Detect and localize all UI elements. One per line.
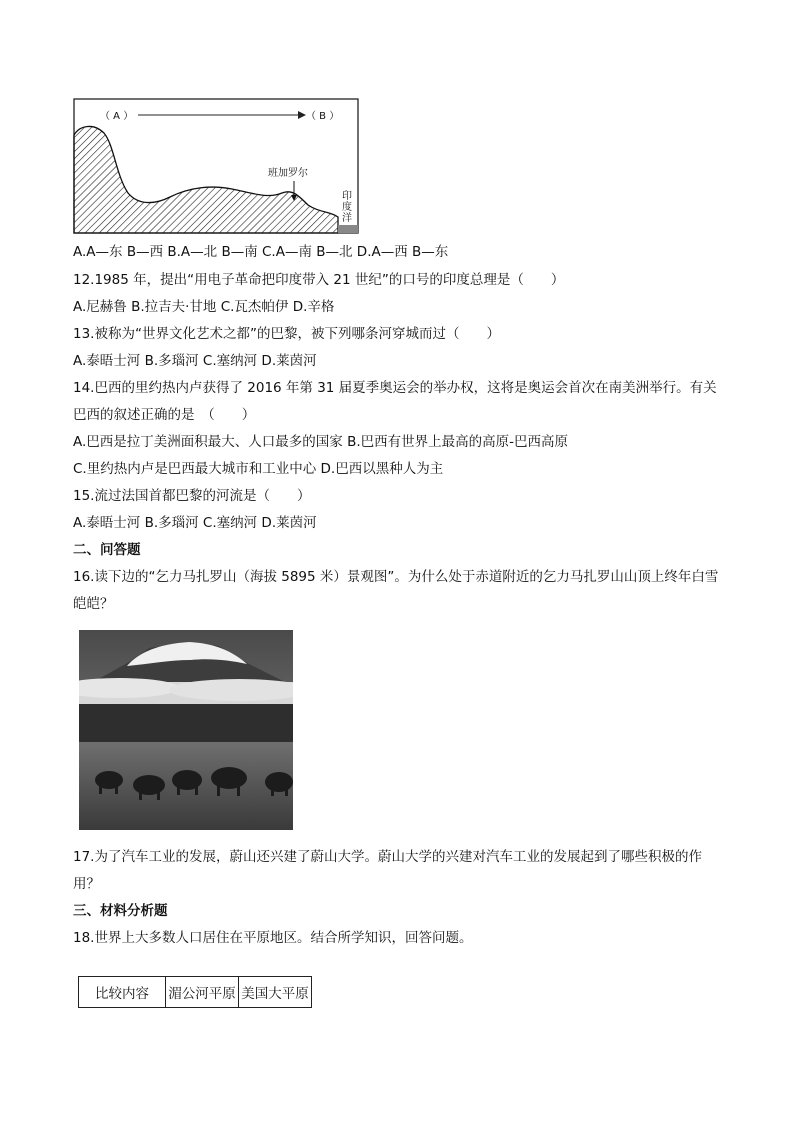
- direction-arrowhead: [298, 111, 306, 119]
- ocean-water: [338, 225, 358, 233]
- q15-stem: 15.流过法国首都巴黎的河流是（ ）: [73, 488, 311, 504]
- ocean-label-3: 洋: [342, 213, 352, 224]
- label-a: （ A ）: [100, 111, 134, 122]
- q16-stem-line2: 皑皑？: [73, 596, 114, 612]
- q17-stem-line2: 用？: [73, 876, 100, 892]
- q13-options: A.泰晤士河 B.多瑙河 C.塞纳河 D.莱茵河: [73, 353, 317, 369]
- q13-stem: 13.被称为“世界文化艺术之都”的巴黎，被下列哪条河穿城而过（ ）: [73, 326, 500, 342]
- terrain-profile: [74, 126, 338, 233]
- city-label: 班加罗尔: [268, 168, 308, 179]
- table-header-cell: 比较内容: [79, 977, 166, 1008]
- q12-stem: 12.1985 年，提出“用电子革命把印度带入 21 世纪”的口号的印度总理是（ ）: [73, 272, 565, 288]
- kilimanjaro-photo: [79, 630, 293, 830]
- q12-options: A.尼赫鲁 B.拉吉夫·甘地 C.瓦杰帕伊 D.辛格: [73, 299, 335, 315]
- section-3-title: 三、材料分析题: [73, 903, 168, 919]
- ocean-label-2: 度: [342, 202, 352, 213]
- ocean-label-1: 印: [342, 191, 352, 202]
- terrain-profile-figure: [72, 97, 362, 235]
- section-2-title: 二、问答题: [73, 542, 141, 558]
- q11-options: A.A—东 B—西 B.A—北 B—南 C.A—南 B—北 D.A—西 B—东: [73, 244, 449, 260]
- q16-stem-line1: 16.读下边的“乞力马扎罗山（海拔 5895 米）景观图”。为什么处于赤道附近的乞力马扎罗山山顶上终年白雪: [73, 569, 719, 585]
- q17-stem-line1: 17.为了汽车工业的发展，蔚山还兴建了蔚山大学。蔚山大学的兴建对汽车工业的发展起到了哪些积极的作: [73, 849, 702, 865]
- q14-options-line2: C.里约热内卢是巴西最大城市和工业中心 D.巴西以黑种人为主: [73, 461, 444, 477]
- q18-stem: 18.世界上大多数人口居住在平原地区。结合所学知识，回答问题。: [73, 930, 473, 946]
- q14-stem-line1: 14.巴西的里约热内卢获得了 2016 年第 31 届夏季奥运会的举办权，这将是奥运会首次在南美洲举行。有关: [73, 380, 717, 396]
- q14-stem-line2: 巴西的叙述正确的是 （ ）: [73, 407, 256, 423]
- comparison-table: [78, 976, 312, 1008]
- label-b: （ B ）: [306, 111, 340, 122]
- forest-band: [79, 704, 293, 744]
- table-row: [79, 977, 312, 1008]
- table-header-cell: 湄公河平原: [166, 977, 239, 1008]
- table-header-cell: 美国大平原: [239, 977, 312, 1008]
- q15-options: A.泰晤士河 B.多瑙河 C.塞纳河 D.莱茵河: [73, 515, 317, 531]
- q14-options-line1: A.巴西是拉丁美洲面积最大、人口最多的国家 B.巴西有世界上最高的高原-巴西高原: [73, 434, 569, 450]
